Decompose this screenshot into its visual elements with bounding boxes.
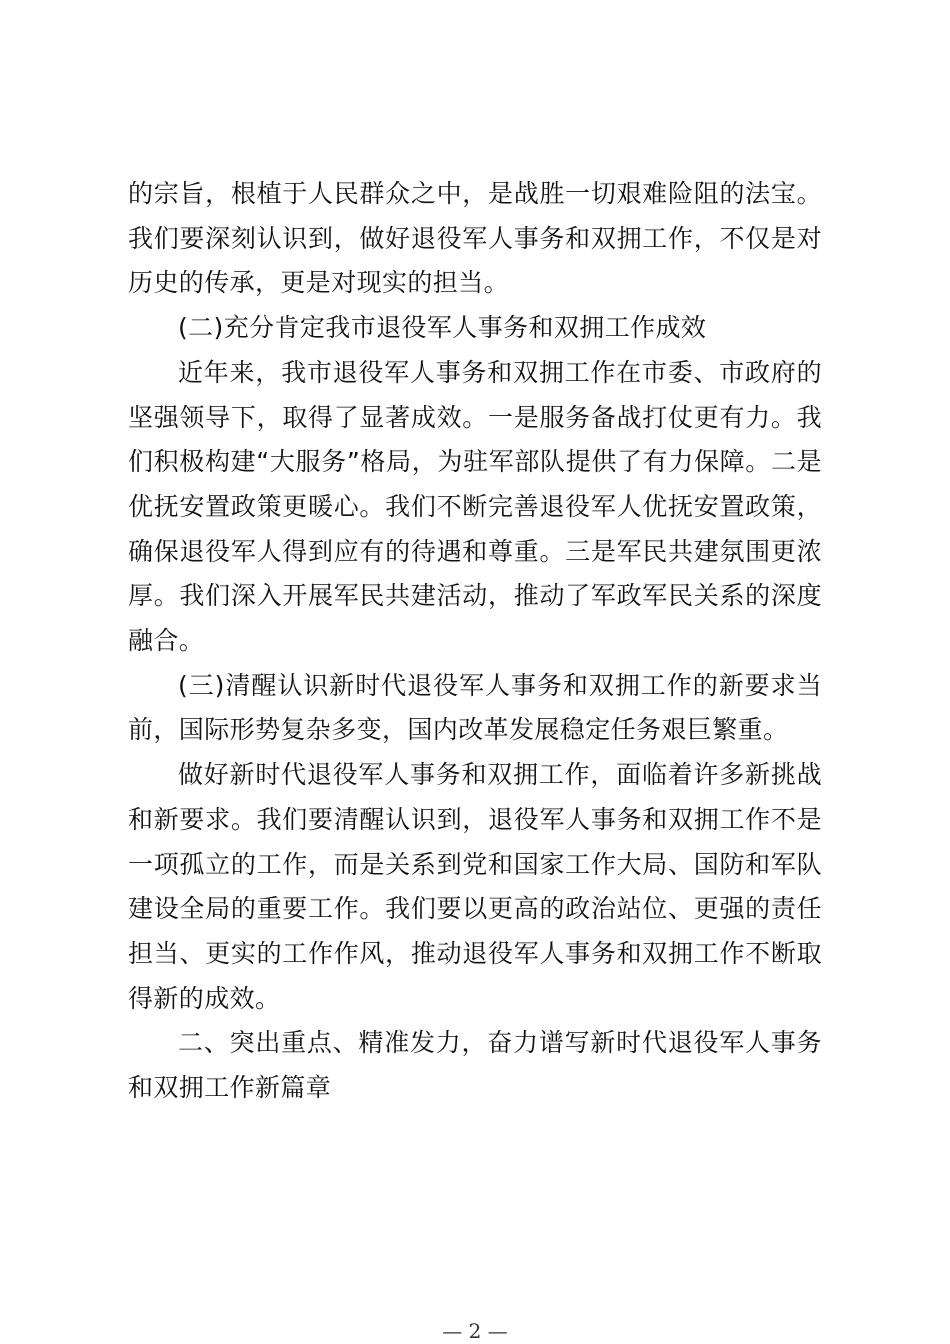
- page-number: — 2 —: [442, 1319, 508, 1343]
- paragraph-continuation: 的宗旨，根植于人民群众之中，是战胜一切艰难险阻的法宝。我们要深刻认识到，做好退役军人事务和双拥工作，不仅是对历史的传承，更是对现实的担当。: [128, 179, 822, 298]
- paragraph-achievements: 近年来，我市退役军人事务和双拥工作在市委、市政府的坚强领导下，取得了显著成效。一是服务备战打仗更有力。我们积极构建“大服务”格局，为驻军部队提供了有力保障。二是优抚安置政策更暖心。我们不断完善退役军人优抚安置政策，确保退役军人得到应有的待遇和尊重。三是军民共建氛围更浓厚。我们深入开展军民共建活动，推动了军政军民关系的深度融合。: [128, 357, 822, 656]
- section-heading-2: (二)充分肯定我市退役军人事务和双拥工作成效: [178, 313, 707, 343]
- section-heading-3: (三)清醒认识新时代退役军人事务和双拥工作的新要求当前，国际形势复杂多变，国内改革发展稳定任务艰巨繁重。: [128, 670, 822, 745]
- document-body: [128, 172, 822, 1111]
- main-heading-2: 二、突出重点、精准发力，奋力谱写新时代退役军人事务和双拥工作新篇章: [128, 1028, 822, 1103]
- paragraph-new-requirements: 做好新时代退役军人事务和双拥工作，面临着许多新挑战和新要求。我们要清醒认识到，退役军人事务和双拥工作不是一项孤立的工作，而是关系到党和国家工作大局、国防和军队建设全局的重要工作。我们要以更高的政治站位、更强的责任担当、更实的工作作风，推动退役军人事务和双拥工作不断取得新的成效。: [128, 760, 822, 1013]
